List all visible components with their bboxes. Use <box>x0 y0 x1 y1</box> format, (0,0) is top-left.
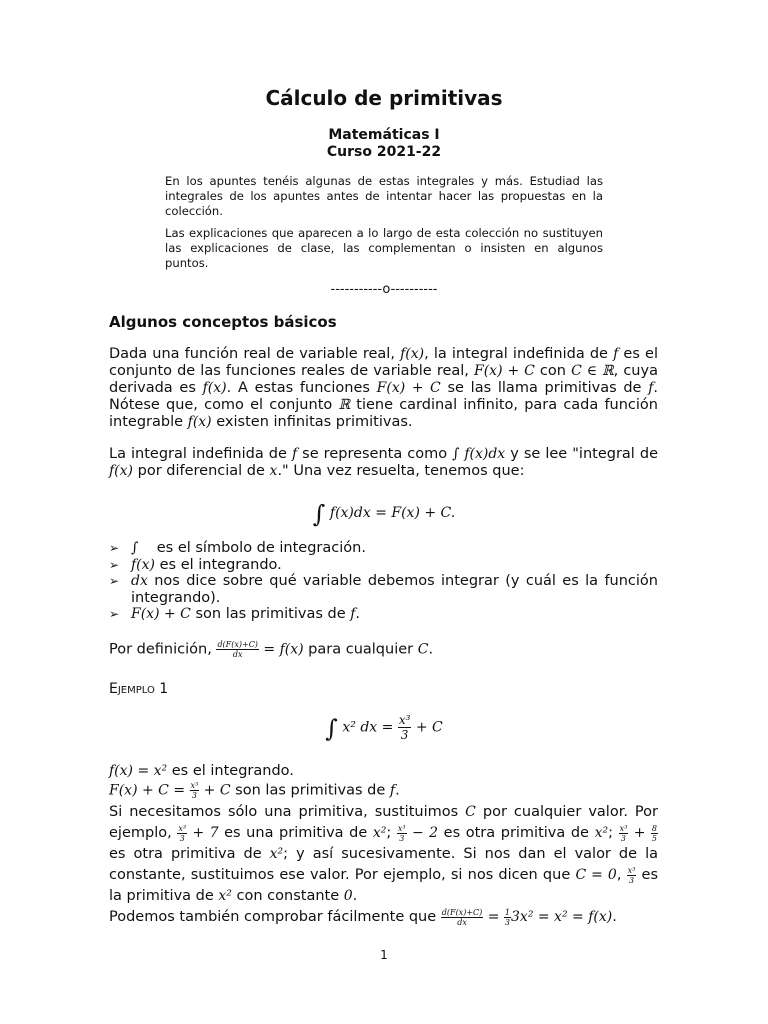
page-number: 1 <box>380 948 388 962</box>
list-item: ➢ F(x) + C son las primitivas de f. <box>109 606 658 623</box>
example-paragraph: Si necesitamos sólo una primitiva, sustituimos C por cualquier valor. Por ejemplo, $\frac{\text{x³}}{3}$ + 7 es una primitiva de x²; $\frac{\text{x³}}{3}$ − 2 es otra primitiva de x²; $\frac{\text{x³}}{3}$ + $\frac{8}{5}$ es otra primitiva de x²; y así sucesivamente. Si nos dan el valor de la constante, sustituimos ese valor. Por ejemplo, si nos dicen que C = 0, $\frac{\text{x³}}{3}$ es la primitiva de x² con constante 0. Podemos también comprobar fácilmente que $\frac{d(F(x)+C)}{dx}$ = $\frac{1}{3}$ 3x² = x² = f(x). <box>109 804 658 927</box>
fraction: $\frac{\text{x³}}{3}$ <box>397 823 406 843</box>
section-heading: Algunos conceptos básicos <box>109 313 337 331</box>
paragraph-definition: Dada una función real de variable real, f(x), la integral indefinida de f es el conjunto de las funciones reales de variable real, F(x) + C con C ∈ ℝ, cuya derivada es f(x). A estas funciones F(x) + C se las llama primitivas de f. Nótese que, como el conjunto ℝ tiene cardinal infinito, para cada función integrable f(x) existen infinitas primitivas. <box>109 346 658 430</box>
fraction: $\frac{\text{x³}}{3}$ <box>627 865 636 885</box>
fraction: $\frac{d(F(x)+C)}{dx}$ <box>441 907 483 927</box>
bullet-list <box>109 540 658 623</box>
equation-example: ∫ x² dx = $\frac{\text{x³}}{3}$ + C <box>325 713 443 743</box>
paragraph-notation: La integral indefinida de f se representa como ∫ f(x)dx y se lee "integral de f(x) por diferencial de x." Una vez resuelta, tenemos que: <box>109 446 658 479</box>
fraction: $\frac{\text{x³}}{3}$ <box>190 781 199 800</box>
fraction: $\frac{1}{3}$ <box>504 907 511 927</box>
equation-indefinite-integral: ∫ f(x)dx = F(x) + C. <box>312 500 456 528</box>
list-item: ➢ dx nos dice sobre qué variable debemos integrar (y cuál es la función integrando). <box>109 573 658 606</box>
course-year: Curso 2021-22 <box>326 144 442 160</box>
section-separator: -----------o---------- <box>330 282 438 297</box>
list-item: ➢ f(x) es el integrando. <box>109 557 658 574</box>
integral-symbol: ∫ <box>312 500 326 528</box>
intro-paragraph-1: En los apuntes tenéis algunas de estas integrales y más. Estudiad las integrales de los apuntes antes de intentar hacer las propuestas en la colección. <box>165 174 603 218</box>
example-line-primitives: F(x) + C = $\frac{\text{x³}}{3}$ + C son las primitivas de f. <box>109 781 400 800</box>
integral-symbol: ∫ <box>325 714 338 743</box>
fraction: $\frac{d(F(x)+C)}{dx}$ <box>217 640 258 659</box>
document-title: Cálculo de primitivas <box>265 86 503 110</box>
example-label: Ejemplo 1 <box>109 681 169 697</box>
fraction: $\frac{8}{5}$ <box>651 823 657 843</box>
fraction: $\frac{\text{x³}}{3}$ <box>398 713 411 742</box>
course-name: Matemáticas I <box>328 127 440 143</box>
fraction: $\frac{\text{x³}}{3}$ <box>178 823 187 843</box>
intro-paragraph-2: Las explicaciones que aparecen a lo largo de esta colección no sustituyen las explicaciones de clase, las complementan o insisten en algunos puntos. <box>165 226 603 270</box>
paragraph-derivative-definition: Por definición, $\frac{d(F(x)+C)}{dx}$ = f(x) para cualquier C. <box>109 640 434 659</box>
fraction: $\frac{\text{x³}}{3}$ <box>619 823 628 843</box>
list-item: ➢ ∫ es el símbolo de integración. <box>109 540 658 557</box>
example-line-integrand: f(x) = x² es el integrando. <box>109 763 294 779</box>
